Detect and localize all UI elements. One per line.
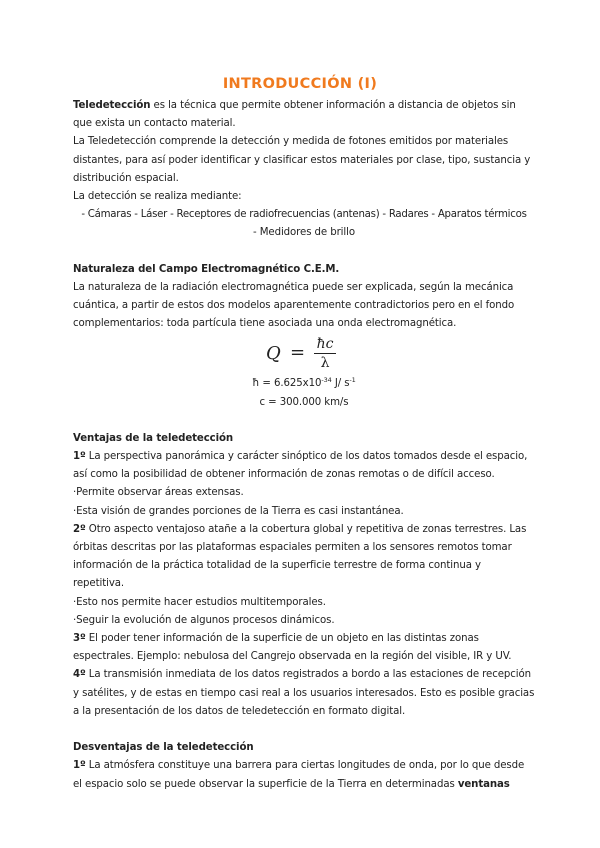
formula-denominator: λ <box>320 355 330 372</box>
advantage-bullet-4: ·Seguir la evolución de algunos procesos dinámicos. <box>73 614 335 626</box>
energy-formula <box>73 335 535 375</box>
advantage-4 <box>73 666 535 721</box>
advantage-2-text: Otro aspecto ventajoso atañe a la cobertura global y repetitiva de zonas terrestres. Las órbitas descritas por las plataformas espaciales permiten a los sensores remotos tomar información de la práctica totalidad de la superficie terrestre de forma continua y repetitiva. <box>73 523 527 590</box>
constant-planck <box>73 375 535 393</box>
advantage-1-text: La perspectiva panorámica y carácter sinóptico de los datos tomados desde el espacio, así como la posibilidad de obtener información de zonas remotas o de difícil acceso. <box>73 451 528 481</box>
intro-paragraph-2: La Teledetección comprende la detección y medida de fotones emitidos por materiales distantes, para así poder identificar y clasificar estos materiales por clase, tipo, sustancia y distribución espacial. <box>73 136 531 184</box>
formula-fraction <box>313 335 337 372</box>
advantage-2-number: 2º <box>73 523 86 535</box>
disadvantage-1-text: La atmósfera constituye una barrera para ciertas longitudes de onda, por lo que desde el espacio solo se puede observar la superficie de la Tierra en determinadas <box>73 760 525 790</box>
advantage-bullet-2: ·Esta visión de grandes porciones de la Tierra es casi instantánea. <box>73 505 404 517</box>
disadvantage-1 <box>73 757 535 793</box>
detection-list-line-2: - Medidores de brillo <box>253 227 355 239</box>
detection-list-line-1: - Cámaras - Láser - Receptores de radiofrecuencias (antenas) - Radares - Aparatos térmicos <box>81 209 527 221</box>
term-teledeteccion: Teledetección <box>73 100 151 111</box>
section-heading-advantages: Ventajas de la teledetección <box>73 432 234 444</box>
intro-definition-text: es la técnica que permite obtener información a distancia de objetos sin que exista un contacto material. <box>73 100 516 130</box>
advantage-3 <box>73 630 535 666</box>
intro-paragraph-3: La detección se realiza mediante: <box>73 191 242 203</box>
disadvantage-1-number: 1º <box>73 760 86 772</box>
planck-unit-exponent: -1 <box>349 376 356 385</box>
planck-unit: J/ s <box>331 378 350 390</box>
page-title: INTRODUCCIÓN (I) <box>222 76 378 92</box>
document-body <box>73 97 535 794</box>
nature-paragraph: La naturaleza de la radiación electromagnética puede ser explicada, según la mecánica cuántica, a partir de estos dos modelos aparentemente contradictorios pero en el fondo complementarios: toda partícula tiene asociada una onda electromagnética. <box>73 281 515 330</box>
advantage-bullet-1: ·Permite observar áreas extensas. <box>73 487 244 499</box>
intro-definition <box>73 97 535 133</box>
advantage-2 <box>73 521 535 594</box>
advantage-3-number: 3º <box>73 633 86 645</box>
term-ventanas: ventanas <box>457 778 510 790</box>
advantage-4-number: 4º <box>73 669 86 681</box>
formula-equals: = <box>290 342 305 364</box>
advantage-4-text: La transmisión inmediata de los datos registrados a bordo a las estaciones de recepción y satélites, y de estas en tiempo casi real a los usuarios interesados. Esto es posible gracias a la presentación de los datos de teledetección en formato digital. <box>73 669 535 717</box>
section-heading-disadvantages: Desventajas de la teledetección <box>73 742 254 754</box>
advantage-bullet-3: ·Esto nos permite hacer estudios multitemporales. <box>73 596 326 608</box>
advantage-1-number: 1º <box>73 451 86 463</box>
planck-exponent: -34 <box>321 376 332 385</box>
section-heading-nature: Naturaleza del Campo Electromagnético C.E.M. <box>73 263 340 275</box>
advantage-1 <box>73 448 535 484</box>
planck-base: ħ = 6.625x10 <box>252 378 322 390</box>
constant-light-speed: c = 300.000 km/s <box>259 396 349 408</box>
formula-lhs: Q <box>266 343 281 365</box>
formula-numerator: ħc <box>316 336 334 353</box>
advantage-3-text: El poder tener información de la superficie de un objeto en las distintas zonas espectrales. Ejemplo: nebulosa del Cangrejo observada en la región del visible, IR y UV. <box>73 633 512 663</box>
